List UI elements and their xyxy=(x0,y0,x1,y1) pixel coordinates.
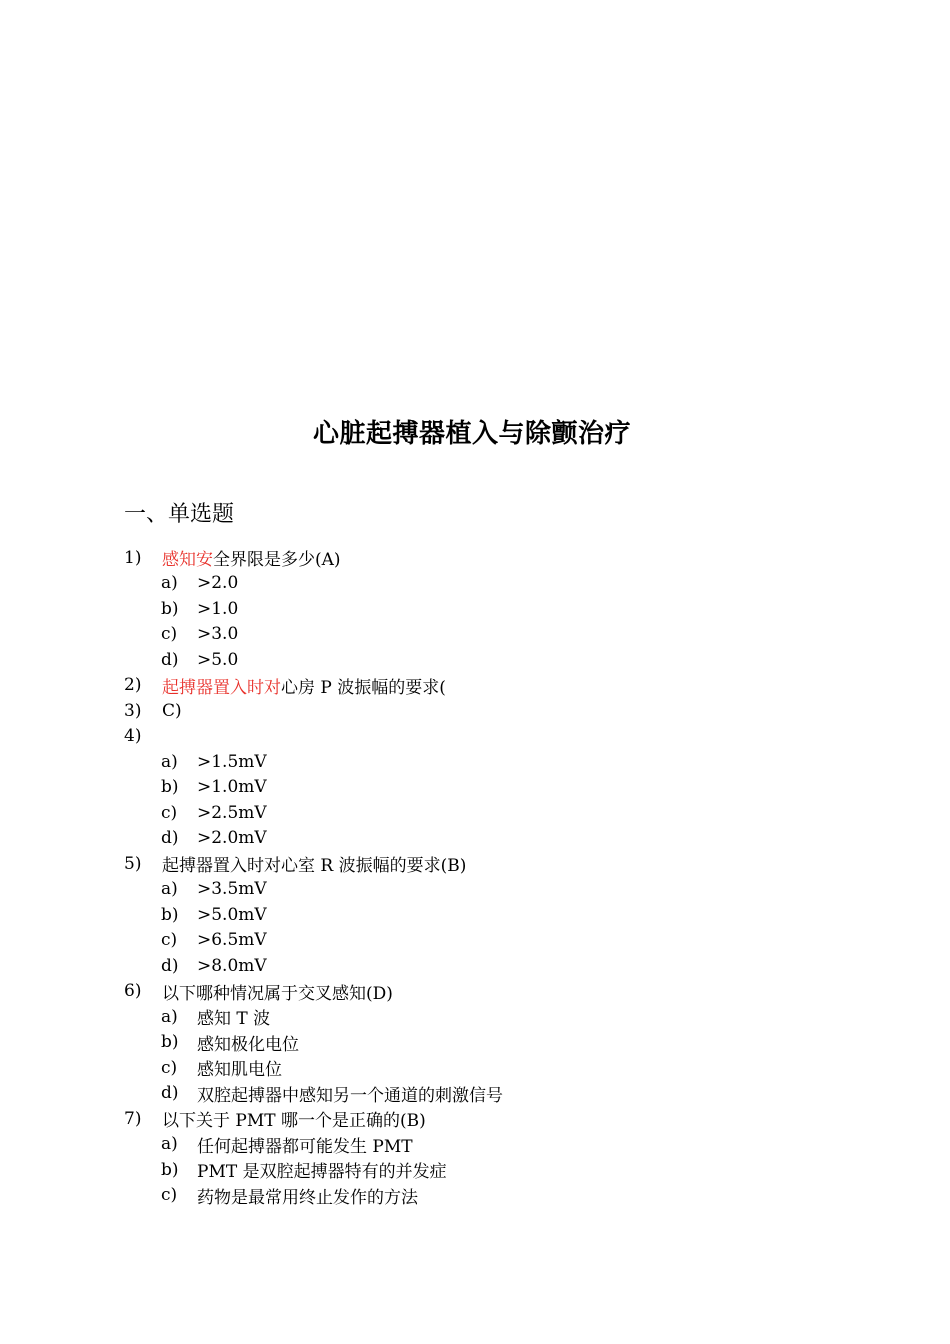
option-item xyxy=(124,596,844,622)
option-letter: a) xyxy=(161,573,178,594)
option-text: PMT 是双腔起搏器特有的并发症 xyxy=(197,1162,447,1183)
option-letter: c) xyxy=(161,624,178,645)
question-item xyxy=(124,851,844,877)
question-item xyxy=(124,1106,844,1132)
question-text: 以下关于 PMT 哪一个是正确的(B) xyxy=(162,1111,426,1132)
option-letter: b) xyxy=(161,1032,179,1053)
option-item xyxy=(124,1157,844,1183)
option-item xyxy=(124,877,844,903)
option-item xyxy=(124,647,844,673)
option-item xyxy=(124,826,844,852)
option-letter: c) xyxy=(161,1185,178,1206)
question-item xyxy=(124,724,844,750)
option-letter: a) xyxy=(161,1006,178,1027)
question-text: 以下哪种情况属于交叉感知(D) xyxy=(162,983,393,1004)
document-title: 心脏起搏器植入与除颤治疗 xyxy=(312,419,631,449)
option-item xyxy=(124,1004,844,1030)
option-letter: c) xyxy=(161,1057,178,1078)
option-item xyxy=(124,902,844,928)
option-item xyxy=(124,1183,844,1209)
option-text: 感知 T 波 xyxy=(197,1009,271,1030)
option-item xyxy=(124,571,844,597)
option-letter: a) xyxy=(161,1134,178,1155)
option-text: 任何起搏器都可能发生 PMT xyxy=(197,1136,413,1157)
option-letter: d) xyxy=(161,828,179,849)
option-item xyxy=(124,953,844,979)
option-letter: b) xyxy=(161,1159,179,1180)
option-text: >2.0 xyxy=(197,573,239,594)
question-number: 3) xyxy=(124,700,142,721)
option-item xyxy=(124,800,844,826)
question-text: 全界限是多少(A) xyxy=(213,550,341,571)
question-item xyxy=(124,698,844,724)
option-text: >1.0 xyxy=(197,598,239,619)
option-text: 双腔起搏器中感知另一个通道的刺激信号 xyxy=(197,1085,503,1106)
option-text: >8.0mV xyxy=(197,955,267,976)
option-text: >6.5mV xyxy=(197,930,267,951)
option-text: >2.0mV xyxy=(197,828,267,849)
section-heading: 一、单选题 xyxy=(124,502,235,527)
option-item xyxy=(124,1132,844,1158)
question-number: 5) xyxy=(124,853,142,874)
question-item xyxy=(124,545,844,571)
option-item xyxy=(124,775,844,801)
option-item xyxy=(124,749,844,775)
option-letter: b) xyxy=(161,598,179,619)
question-number: 1) xyxy=(124,547,142,568)
question-text: C) xyxy=(162,700,182,721)
option-letter: d) xyxy=(161,955,179,976)
option-item xyxy=(124,1055,844,1081)
option-item xyxy=(124,1030,844,1056)
option-text: >3.0 xyxy=(197,624,239,645)
option-letter: b) xyxy=(161,777,179,798)
option-letter: c) xyxy=(161,802,178,823)
question-number: 2) xyxy=(124,675,142,696)
option-text: 感知肌电位 xyxy=(197,1060,282,1081)
option-letter: c) xyxy=(161,930,178,951)
option-letter: d) xyxy=(161,649,179,670)
highlighted-text: 起搏器置入时对 xyxy=(162,677,281,698)
option-text: >5.0mV xyxy=(197,904,267,925)
option-letter: a) xyxy=(161,751,178,772)
option-text: >3.5mV xyxy=(197,879,267,900)
option-text: 药物是最常用终止发作的方法 xyxy=(197,1187,418,1208)
question-number: 7) xyxy=(124,1108,142,1129)
question-list xyxy=(124,545,844,1208)
option-text: >1.5mV xyxy=(197,751,267,772)
question-text: 起搏器置入时对心室 R 波振幅的要求(B) xyxy=(162,856,467,877)
question-item xyxy=(124,979,844,1005)
option-text: >1.0mV xyxy=(197,777,267,798)
option-letter: a) xyxy=(161,879,178,900)
question-number: 6) xyxy=(124,981,142,1002)
option-text: >5.0 xyxy=(197,649,239,670)
option-letter: b) xyxy=(161,904,179,925)
question-item xyxy=(124,673,844,699)
question-text: 心房 P 波振幅的要求( xyxy=(281,677,446,698)
option-letter: d) xyxy=(161,1083,179,1104)
option-item xyxy=(124,622,844,648)
question-number: 4) xyxy=(124,726,142,747)
option-text: 感知极化电位 xyxy=(197,1034,299,1055)
option-text: >2.5mV xyxy=(197,802,267,823)
highlighted-text: 感知安 xyxy=(162,550,213,571)
option-item xyxy=(124,928,844,954)
option-item xyxy=(124,1081,844,1107)
